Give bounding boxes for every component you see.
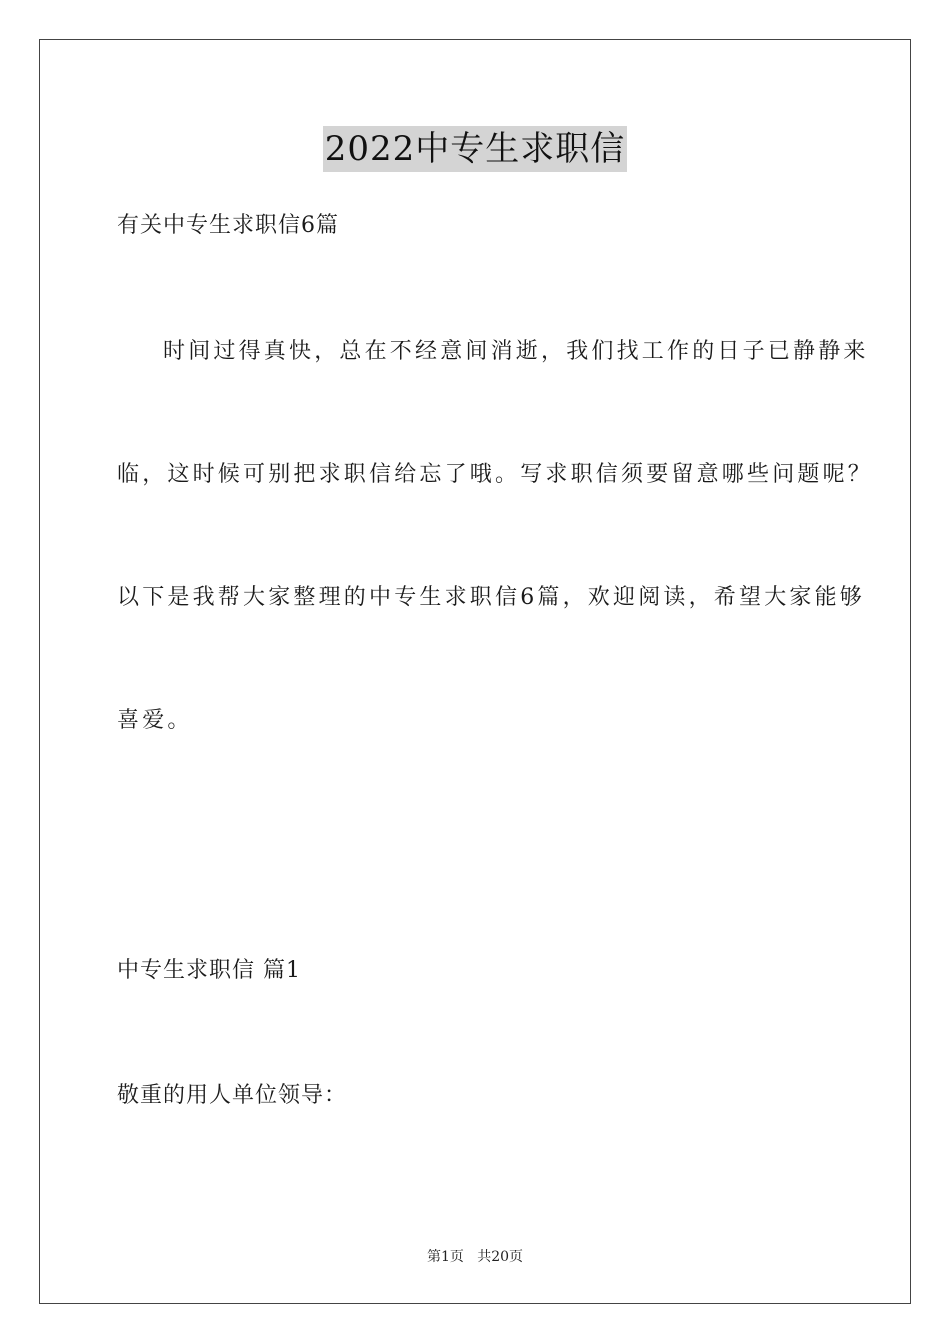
intro-line-3: 以下是我帮大家整理的中专生求职信6篇，欢迎阅读，希望大家能够 — [117, 585, 865, 610]
document-subtitle: 有关中专生求职信6篇 — [117, 213, 339, 238]
intro-line-2: 临，这时候可别把求职信给忘了哦。写求职信须要留意哪些问题呢？ — [117, 462, 874, 487]
salutation: 敬重的用人单位领导： — [117, 1083, 348, 1108]
title-container — [0, 126, 950, 172]
page-number-label: 第1页 共20页 — [426, 1249, 524, 1265]
document-title: 2022中专生求职信 — [323, 126, 628, 172]
intro-line-1: 时间过得真快，总在不经意间消逝，我们找工作的日子已静静来 — [163, 339, 869, 364]
page-footer — [0, 1247, 950, 1267]
section-heading: 中专生求职信 篇1 — [117, 958, 301, 983]
intro-line-4: 喜爱。 — [117, 708, 193, 733]
